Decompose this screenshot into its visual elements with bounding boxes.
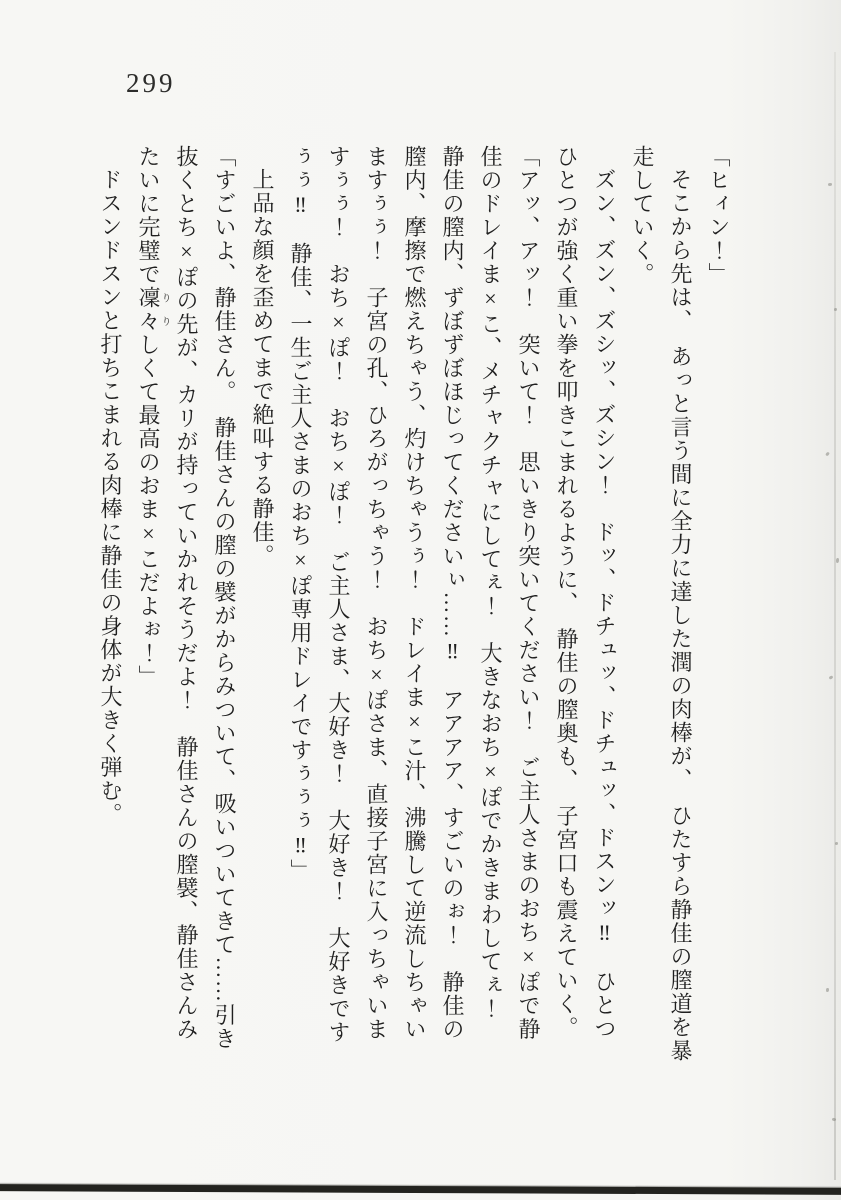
text-line: そこから先は、 あっと言う間に全力に達した潤の肉棒が、 ひたすら静佳の膣道を暴	[668, 168, 693, 1063]
text-line: ぅぅ‼ 静佳、一生ご主人さまのおち×ぽ専用ドレイですぅぅぅ‼」	[288, 145, 313, 883]
text-line: 「ヒィン！」	[706, 145, 731, 286]
page-number: 299	[126, 68, 176, 98]
text-line: たいに完璧で凜々りりしくて最高のおま×こだよぉ！」	[136, 145, 170, 689]
text-line: ますぅぅ！ 子宮の孔、ひろがっちゃう！ おち×ぽさま、直接子宮に入っちゃいま	[364, 145, 389, 1041]
text-line: 抜くとち×ぽの先が、カリが持っていかれそうだよ！ 静佳さんの膣襞、静佳さんみ	[174, 145, 199, 1041]
text-line: 「すごいよ、静佳さん。 静佳さんの膣の襞がからみついて、吸いついてきて……引き	[212, 145, 237, 1051]
text-line: ズン、ズン、ズシッ、ズシン！ ドッ、ドチュッ、ドチュッ、ドスンッ‼ ひとつ	[592, 168, 617, 1041]
binding-edge-line	[834, 52, 836, 1180]
text-line: 「アッ、アッ！ 突いて！ 思いきり突いてください！ ご主人さまのおち×ぽで静	[516, 145, 541, 1041]
text-line: 走していく。	[630, 145, 655, 286]
text-line: ドスンドスンと打ちこまれる肉棒に静佳の身体が大きく弾む。	[98, 168, 123, 826]
text-line: 上品な顔を歪めてまで絶叫する静佳。	[250, 168, 275, 568]
furigana-ruby: 凜々りり	[136, 286, 170, 333]
text-line: ひとつが強く重い拳を叩きこまれるように、 静佳の膣奥も、 子宮口も震えていく。	[554, 145, 579, 1040]
text-line: 静佳の膣内、ずぼずぼほじってくださいぃ……‼ アアアア、すごいのぉ！ 静佳の	[440, 145, 465, 1041]
text-line: 佳のドレイま×こ、メチャクチャにしてぇ！ 大きなおち×ぽでかきまわしてぇ！	[478, 145, 503, 1021]
text-line: すぅぅ！ おち×ぽ！ おち×ぽ！ ご主人さま、大好き！ 大好き！ 大好きです	[326, 145, 351, 1044]
text-line: 膣内、摩擦で燃えちゃう、灼けちゃうぅ！ ドレイま×こ汁、沸騰して逆流しちゃい	[402, 145, 427, 1041]
